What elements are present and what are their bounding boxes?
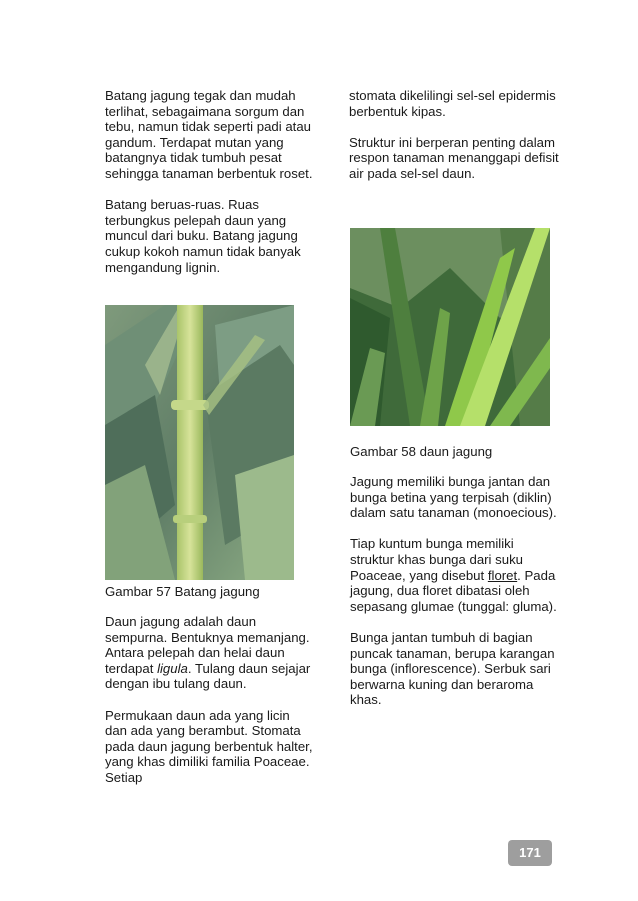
figure-58-caption: Gambar 58 daun jagung bbox=[350, 444, 493, 459]
right-paragraph-1: stomata dikelilingi sel-sel epidermis berbentuk kipas. bbox=[349, 88, 556, 119]
right-paragraph-4: Tiap kuntum bunga memiliki struktur khas bunga dari suku Poaceae, yang disebut floret. Pada jagung, dua floret dibatasi oleh sepasang glumae (tunggal: gluma). bbox=[350, 536, 557, 614]
left-column-lower bbox=[105, 614, 315, 786]
right-paragraph-5: Bunga jantan tumbuh di bagian puncak tanaman, berupa karangan bunga (inflorescence). Serbuk sari berwarna kuning dan beraroma khas. bbox=[350, 629, 555, 708]
ligula-term: ligula bbox=[157, 660, 188, 676]
floret-link[interactable]: floret bbox=[487, 567, 518, 583]
right-column-lower bbox=[350, 474, 560, 708]
left-paragraph-3: Daun jagung adalah daun sempurna. Bentuknya memanjang. Antara pelepah dan helai daun terdapat ligula. Tulang daun sejajar dengan ibu tulang daun. bbox=[105, 614, 311, 692]
left-column bbox=[105, 88, 315, 275]
right-paragraph-2: Struktur ini berperan penting dalam respon tanaman menanggapi defisit air pada sel-sel daun. bbox=[349, 134, 559, 181]
left-paragraph-2: Batang beruas-ruas. Ruas terbungkus pelepah daun yang muncul dari buku. Batang jagung cukup kokoh namun tidak banyak mengandung lignin. bbox=[105, 197, 301, 275]
figure-57-caption: Gambar 57 Batang jagung bbox=[105, 584, 260, 599]
left-paragraph-1: Batang jagung tegak dan mudah terlihat, sebagaimana sorgum dan tebu, namun tidak seperti padi atau gandum. Terdapat mutan yang batangnya tidak tumbuh pesat sehingga tanaman berbentuk roset. bbox=[105, 88, 313, 181]
left-paragraph-4: Permukaan daun ada yang licin dan ada yang berambut. Stomata pada daun jagung berbentuk halter, yang khas dimiliki familia Poaceae. Setiap bbox=[105, 707, 313, 785]
corn-stem-photo bbox=[105, 305, 294, 580]
page-number-badge: 171 bbox=[508, 840, 552, 866]
right-column bbox=[349, 88, 559, 182]
right-paragraph-3: Jagung memiliki bunga jantan dan bunga betina yang terpisah (diklin) dalam satu tanaman (monoecious). bbox=[350, 474, 557, 521]
corn-leaf-photo bbox=[350, 228, 550, 426]
